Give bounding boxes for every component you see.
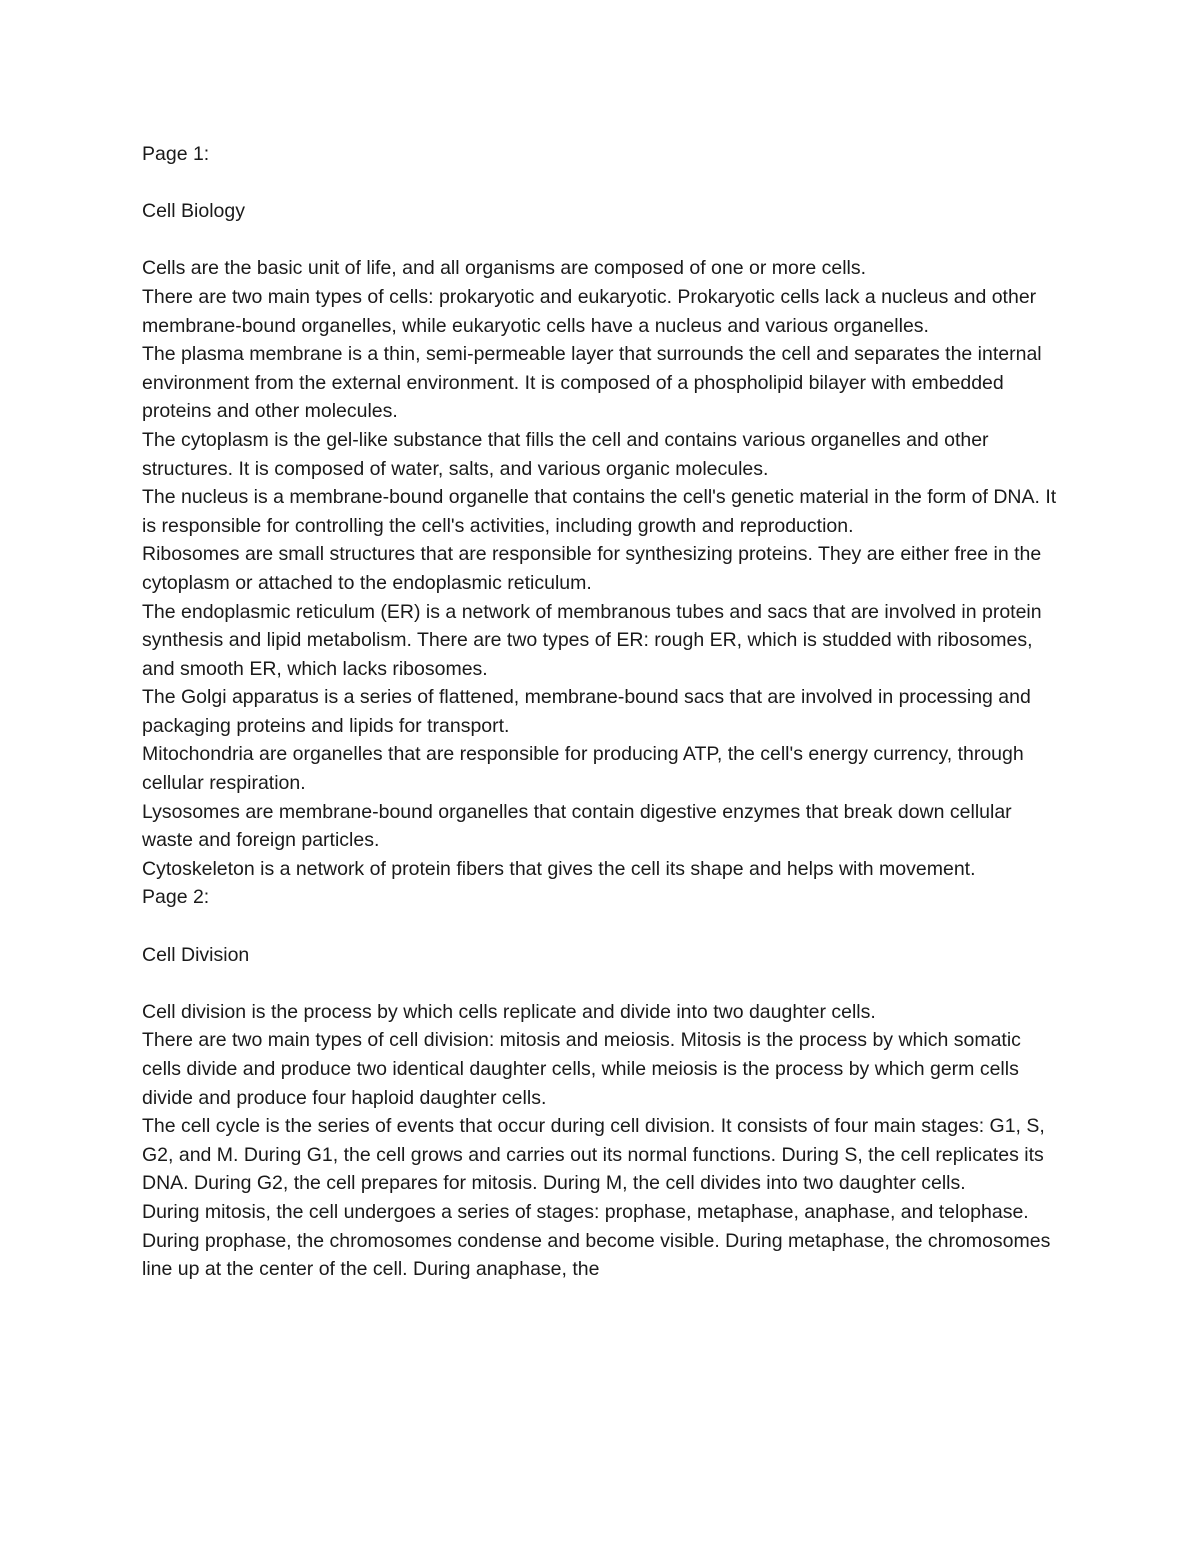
paragraph: There are two main types of cell division: mitosis and meiosis. Mitosis is the process by which somatic cells divide and produce two identical daughter cells, while meiosis is the process by which germ cells divide and produce four haploid daughter cells.	[142, 1029, 1021, 1109]
paragraph: During mitosis, the cell undergoes a series of stages: prophase, metaphase, anaphase, and telophase. During prophase, the chromosomes condense and become visible. During metaphase, the chromosomes line up at the center of the cell. During anaphase, the	[142, 1200, 1051, 1281]
page-label: Page 2:	[142, 886, 210, 909]
spacer	[142, 912, 1062, 941]
spacer	[142, 226, 1062, 255]
spacer	[142, 969, 1062, 998]
section-heading: Cell Biology	[142, 200, 245, 223]
page-label: Page 1:	[142, 143, 210, 165]
document-page	[142, 140, 1062, 1284]
paragraph: There are two main types of cells: prokaryotic and eukaryotic. Prokaryotic cells lack a nucleus and other membrane-bound organelles, while eukaryotic cells have a nucleus and various organelles.	[142, 285, 1037, 337]
paragraph: Lysosomes are membrane-bound organelles that contain digestive enzymes that break down cellular waste and foreign particles.	[142, 800, 1012, 852]
paragraph: The cell cycle is the series of events that occur during cell division. It consists of four main stages: G1, S, G2, and M. During G1, the cell grows and carries out its normal functions. During S, the cell replicates its DNA. During G2, the cell prepares for mitosis. During M, the cell divides into two daughter cells.	[142, 1115, 1045, 1195]
paragraph: Ribosomes are small structures that are responsible for synthesizing proteins. They are either free in the cytoplasm or attached to the endoplasmic reticulum.	[142, 543, 1042, 594]
paragraph: The nucleus is a membrane-bound organelle that contains the cell's genetic material in the form of DNA. It is responsible for controlling the cell's activities, including growth and reproduction.	[142, 486, 1057, 537]
paragraph: The plasma membrane is a thin, semi-permeable layer that surrounds the cell and separates the internal environment from the external environment. It is composed of a phospholipid bilayer with embedded proteins and other molecules.	[142, 343, 1042, 423]
paragraph: Cells are the basic unit of life, and all organisms are composed of one or more cells.	[142, 257, 867, 280]
paragraph: Mitochondria are organelles that are responsible for producing ATP, the cell's energy currency, through cellular respiration.	[142, 743, 1024, 795]
paragraph: The endoplasmic reticulum (ER) is a network of membranous tubes and sacs that are involved in protein synthesis and lipid metabolism. There are two types of ER: rough ER, which is studded with ribosomes, and smooth ER, which lacks ribosomes.	[142, 600, 1042, 680]
paragraph: Cytoskeleton is a network of protein fibers that gives the cell its shape and helps with movement.	[142, 857, 976, 880]
paragraph: The Golgi apparatus is a series of flattened, membrane-bound sacs that are involved in processing and packaging proteins and lipids for transport.	[142, 686, 1031, 737]
section-heading: Cell Division	[142, 943, 250, 966]
spacer	[142, 169, 1062, 198]
paragraph: The cytoplasm is the gel-like substance that fills the cell and contains various organelles and other structures. It is composed of water, salts, and various organic molecules.	[142, 428, 989, 480]
paragraph: Cell division is the process by which cells replicate and divide into two daughter cells.	[142, 1000, 876, 1023]
